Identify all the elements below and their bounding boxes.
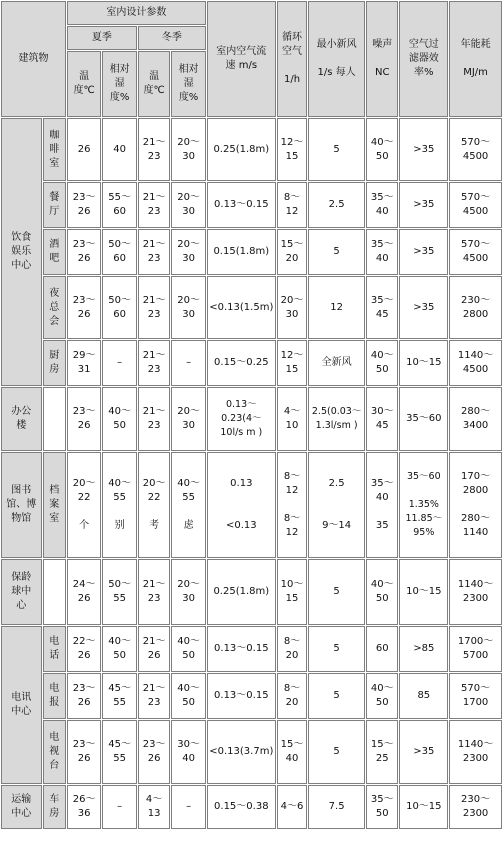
summer-humidity-cell: 40～ 55 别 <box>102 452 136 558</box>
header-design-params: 室内设计参数 <box>67 1 206 25</box>
air-speed-cell: <0.13(1.5m) <box>207 276 276 339</box>
winter-temp-cell: 23～ 26 <box>138 720 170 784</box>
winter-temp-cell: 20～ 22 考 <box>138 452 170 558</box>
noise-cell: 35～ 45 <box>366 276 398 339</box>
summer-humidity-cell: – <box>102 785 136 829</box>
fresh-air-cell: 5 <box>308 559 365 625</box>
air-speed-cell: 0.13～0.15 <box>207 673 276 719</box>
air-speed-cell: 0.13 <0.13 <box>207 452 276 558</box>
header-winter: 冬季 <box>138 26 206 50</box>
table-row <box>1 785 502 829</box>
winter-humidity-cell: 20～ 30 <box>171 118 205 181</box>
winter-temp-cell: 21～ 23 <box>138 559 170 625</box>
winter-humidity-cell: – <box>171 340 205 386</box>
summer-temp-cell: 23～ 26 <box>67 673 101 719</box>
energy-cell: 280～ 3400 <box>449 387 502 451</box>
summer-humidity-cell: 40 <box>102 118 136 181</box>
air-speed-cell: 0.25(1.8m) <box>207 118 276 181</box>
circulation-cell: 15～ 40 <box>277 720 307 784</box>
winter-temp-cell: 21～ 23 <box>138 673 170 719</box>
filter-cell: 35～60 <box>399 387 448 451</box>
air-speed-cell: <0.13(3.7m) <box>207 720 276 784</box>
filter-cell: 35～60 1.35% 11.85～ 95% <box>399 452 448 558</box>
circulation-cell: 10～ 15 <box>277 559 307 625</box>
subcategory-cell: 档 案 室 <box>43 452 66 558</box>
filter-cell: 85 <box>399 673 448 719</box>
header-summer-temp: 温 度℃ <box>67 51 101 117</box>
table-row <box>1 182 502 228</box>
category-cell: 保龄 球中 心 <box>1 559 42 625</box>
winter-humidity-cell: 40～ 55 虑 <box>171 452 205 558</box>
filter-cell: >35 <box>399 182 448 228</box>
table-row <box>1 118 502 181</box>
category-cell: 电讯 中心 <box>1 626 42 784</box>
summer-humidity-cell: 50～ 60 <box>102 229 136 275</box>
winter-temp-cell: 21～ 23 <box>138 340 170 386</box>
filter-cell: >35 <box>399 720 448 784</box>
winter-temp-cell: 21～ 23 <box>138 276 170 339</box>
winter-temp-cell: 21～ 26 <box>138 626 170 672</box>
subcategory-cell: 电 话 <box>43 626 66 672</box>
subcategory-cell: 车 房 <box>43 785 66 829</box>
noise-cell: 35～ 40 <box>366 229 398 275</box>
header-winter-temp: 温 度℃ <box>138 51 170 117</box>
summer-temp-cell: 23～ 26 <box>67 182 101 228</box>
subcategory-cell: 电 报 <box>43 673 66 719</box>
table-row <box>1 387 502 451</box>
energy-cell: 1140～ 2300 <box>449 720 502 784</box>
filter-cell: >35 <box>399 276 448 339</box>
category-cell: 办公 楼 <box>1 387 42 451</box>
summer-humidity-cell: 40～ 50 <box>102 387 136 451</box>
energy-cell: 230～ 2300 <box>449 785 502 829</box>
noise-cell: 40～ 50 <box>366 340 398 386</box>
subcategory-cell: 酒 吧 <box>43 229 66 275</box>
header-annual-energy: 年能耗 MJ/m <box>449 1 502 117</box>
subcategory-cell <box>43 559 66 625</box>
filter-cell: >85 <box>399 626 448 672</box>
air-speed-cell: 0.15～0.25 <box>207 340 276 386</box>
fresh-air-cell: 5 <box>308 229 365 275</box>
summer-temp-cell: 29～ 31 <box>67 340 101 386</box>
subcategory-cell <box>43 387 66 451</box>
winter-temp-cell: 21～ 23 <box>138 118 170 181</box>
filter-cell: 10～15 <box>399 559 448 625</box>
noise-cell: 40～ 50 <box>366 559 398 625</box>
header-winter-humidity: 相对 湿 度% <box>171 51 205 117</box>
table-row <box>1 276 502 339</box>
header-filter-efficiency: 空气过 滤器效 率% <box>399 1 448 117</box>
fresh-air-cell: 全新风 <box>308 340 365 386</box>
winter-humidity-cell: 40～ 50 <box>171 673 205 719</box>
winter-temp-cell: 21～ 23 <box>138 387 170 451</box>
air-speed-cell: 0.25(1.8m) <box>207 559 276 625</box>
table-row <box>1 626 502 672</box>
header-summer-humidity: 相对 湿 度% <box>102 51 136 117</box>
energy-cell: 570～ 4500 <box>449 118 502 181</box>
table-row <box>1 559 502 625</box>
winter-humidity-cell: 20～ 30 <box>171 559 205 625</box>
energy-cell: 1140～ 2300 <box>449 559 502 625</box>
header-noise: 噪声 NC <box>366 1 398 117</box>
category-cell: 图书 馆、博 物馆 <box>1 452 42 558</box>
circulation-cell: 4～6 <box>277 785 307 829</box>
winter-temp-cell: 21～ 23 <box>138 182 170 228</box>
subcategory-cell: 厨 房 <box>43 340 66 386</box>
winter-temp-cell: 21～ 23 <box>138 229 170 275</box>
table-row <box>1 340 502 386</box>
subcategory-cell: 夜 总 会 <box>43 276 66 339</box>
noise-cell: 60 <box>366 626 398 672</box>
circulation-cell: 8～ 20 <box>277 626 307 672</box>
air-speed-cell: 0.13～0.15 <box>207 626 276 672</box>
summer-temp-cell: 23～ 26 <box>67 387 101 451</box>
winter-humidity-cell: 30～ 40 <box>171 720 205 784</box>
winter-temp-cell: 4～ 13 <box>138 785 170 829</box>
filter-cell: 10～15 <box>399 785 448 829</box>
energy-cell: 170～ 2800 280～ 1140 <box>449 452 502 558</box>
summer-temp-cell: 22～ 26 <box>67 626 101 672</box>
summer-humidity-cell: – <box>102 340 136 386</box>
energy-cell: 570～ 1700 <box>449 673 502 719</box>
noise-cell: 35～ 40 <box>366 182 398 228</box>
air-speed-cell: 0.13～0.15 <box>207 182 276 228</box>
noise-cell: 40～ 50 <box>366 673 398 719</box>
air-speed-cell: 0.15(1.8m) <box>207 229 276 275</box>
fresh-air-cell: 5 <box>308 118 365 181</box>
energy-cell: 1140～ 4500 <box>449 340 502 386</box>
category-cell: 运输 中心 <box>1 785 42 829</box>
circulation-cell: 4～ 10 <box>277 387 307 451</box>
fresh-air-cell: 5 <box>308 673 365 719</box>
summer-temp-cell: 23～ 26 <box>67 229 101 275</box>
summer-humidity-cell: 40～ 50 <box>102 626 136 672</box>
fresh-air-cell: 12 <box>308 276 365 339</box>
header-air-speed: 室内空气流 速 m/s <box>207 1 276 117</box>
summer-humidity-cell: 50～ 60 <box>102 276 136 339</box>
circulation-cell: 8～ 12 8～ 12 <box>277 452 307 558</box>
noise-cell: 15～ 25 <box>366 720 398 784</box>
summer-temp-cell: 24～ 26 <box>67 559 101 625</box>
subcategory-cell: 咖 啡 室 <box>43 118 66 181</box>
circulation-cell: 20～ 30 <box>277 276 307 339</box>
energy-cell: 230～ 2800 <box>449 276 502 339</box>
summer-humidity-cell: 45～ 55 <box>102 673 136 719</box>
table-row <box>1 673 502 719</box>
table-row <box>1 229 502 275</box>
category-cell: 饮食 娱乐 中心 <box>1 118 42 386</box>
fresh-air-cell: 2.5(0.03～ 1.3l/sm ) <box>308 387 365 451</box>
energy-cell: 570～ 4500 <box>449 229 502 275</box>
circulation-cell: 8～ 20 <box>277 673 307 719</box>
summer-temp-cell: 23～ 26 <box>67 720 101 784</box>
filter-cell: >35 <box>399 229 448 275</box>
filter-cell: >35 <box>399 118 448 181</box>
fresh-air-cell: 5 <box>308 626 365 672</box>
summer-temp-cell: 23～ 26 <box>67 276 101 339</box>
winter-humidity-cell: 20～ 30 <box>171 182 205 228</box>
filter-cell: 10～15 <box>399 340 448 386</box>
summer-humidity-cell: 45～ 55 <box>102 720 136 784</box>
table-row <box>1 452 502 558</box>
header-min-fresh-air: 最小新风 1/s 每人 <box>308 1 365 117</box>
summer-humidity-cell: 50～ 55 <box>102 559 136 625</box>
energy-cell: 1700～ 5700 <box>449 626 502 672</box>
header-summer: 夏季 <box>67 26 137 50</box>
circulation-cell: 12～ 15 <box>277 340 307 386</box>
table-row <box>1 720 502 784</box>
air-speed-cell: 0.15～0.38 <box>207 785 276 829</box>
summer-humidity-cell: 55～ 60 <box>102 182 136 228</box>
fresh-air-cell: 2.5 9～14 <box>308 452 365 558</box>
fresh-air-cell: 5 <box>308 720 365 784</box>
circulation-cell: 8～ 12 <box>277 182 307 228</box>
summer-temp-cell: 26 <box>67 118 101 181</box>
subcategory-cell: 餐 厅 <box>43 182 66 228</box>
noise-cell: 35～ 50 <box>366 785 398 829</box>
fresh-air-cell: 2.5 <box>308 182 365 228</box>
air-speed-cell: 0.13～ 0.23(4～ 10l/s m ) <box>207 387 276 451</box>
header-circulation: 循环 空气 1/h <box>277 1 307 117</box>
energy-cell: 570～ 4500 <box>449 182 502 228</box>
summer-temp-cell: 26～ 36 <box>67 785 101 829</box>
noise-cell: 40～ 50 <box>366 118 398 181</box>
subcategory-cell: 电 视 台 <box>43 720 66 784</box>
winter-humidity-cell: 20～ 30 <box>171 387 205 451</box>
noise-cell: 30～ 45 <box>366 387 398 451</box>
circulation-cell: 15～ 20 <box>277 229 307 275</box>
header-building: 建筑物 <box>1 1 66 117</box>
winter-humidity-cell: 40～ 50 <box>171 626 205 672</box>
summer-temp-cell: 20～ 22 个 <box>67 452 101 558</box>
winter-humidity-cell: 20～ 30 <box>171 229 205 275</box>
circulation-cell: 12～ 15 <box>277 118 307 181</box>
winter-humidity-cell: 20～ 30 <box>171 276 205 339</box>
fresh-air-cell: 7.5 <box>308 785 365 829</box>
noise-cell: 35～ 40 35 <box>366 452 398 558</box>
winter-humidity-cell: – <box>171 785 205 829</box>
